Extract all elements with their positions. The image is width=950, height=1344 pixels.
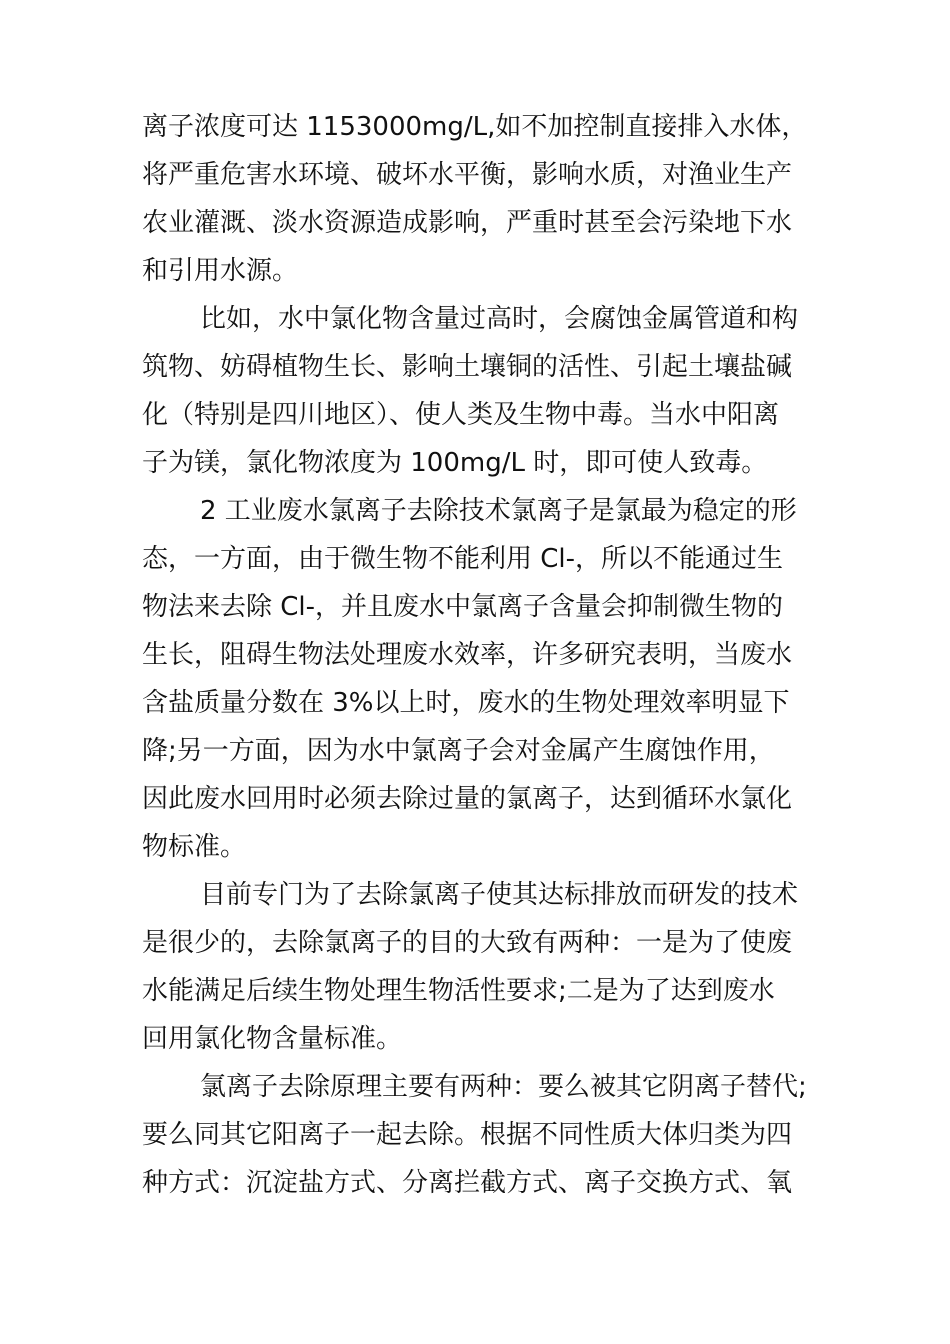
text-line: 离子浓度可达 1153000mg/L,如不加控制直接排入水体， [142, 112, 808, 142]
text-line: 降;另一方面，因为水中氯离子会对金属产生腐蚀作用， [142, 736, 775, 766]
text-line: 水能满足后续生物处理生物活性要求;二是为了达到废水 [142, 976, 775, 1006]
paragraph-first-line: 氯离子去除原理主要有两种：要么被其它阴离子替代; [200, 1072, 807, 1102]
paragraph-first-line: 2 工业废水氯离子去除技术氯离子是氯最为稳定的形 [200, 496, 797, 526]
text-line: 农业灌溉、淡水资源造成影响，严重时甚至会污染地下水 [142, 208, 793, 238]
paragraph-first-line: 目前专门为了去除氯离子使其达标排放而研发的技术 [200, 880, 799, 910]
text-line: 和引用水源。 [142, 256, 299, 286]
text-line: 态，一方面，由于微生物不能利用 Cl-，所以不能通过生 [142, 544, 784, 574]
text-line: 化（特别是四川地区）、使人类及生物中毒。当水中阳离 [142, 400, 780, 430]
text-line: 含盐质量分数在 3%以上时，废水的生物处理效率明显下 [142, 688, 790, 718]
text-line: 种方式：沉淀盐方式、分离拦截方式、离子交换方式、氧 [142, 1168, 793, 1198]
text-line: 因此废水回用时必须去除过量的氯离子，达到循环水氯化 [142, 784, 793, 814]
text-line: 将严重危害水环境、破坏水平衡，影响水质，对渔业生产 [142, 160, 793, 190]
text-line: 物法来去除 Cl-，并且废水中氯离子含量会抑制微生物的 [142, 592, 784, 622]
text-line: 是很少的，去除氯离子的目的大致有两种：一是为了使废 [142, 928, 793, 958]
text-line: 回用氯化物含量标准。 [142, 1024, 403, 1054]
text-line: 要么同其它阳离子一起去除。根据不同性质大体归类为四 [142, 1120, 793, 1150]
text-line: 物标准。 [142, 832, 247, 862]
text-line: 筑物、妨碍植物生长、影响土壤铜的活性、引起土壤盐碱 [142, 352, 793, 382]
paragraph-first-line: 比如，水中氯化物含量过高时，会腐蚀金属管道和构 [200, 304, 799, 334]
text-line: 子为镁，氯化物浓度为 100mg/L 时，即可使人致毒。 [142, 448, 768, 478]
text-line: 生长，阻碍生物法处理废水效率，许多研究表明，当废水 [142, 640, 793, 670]
